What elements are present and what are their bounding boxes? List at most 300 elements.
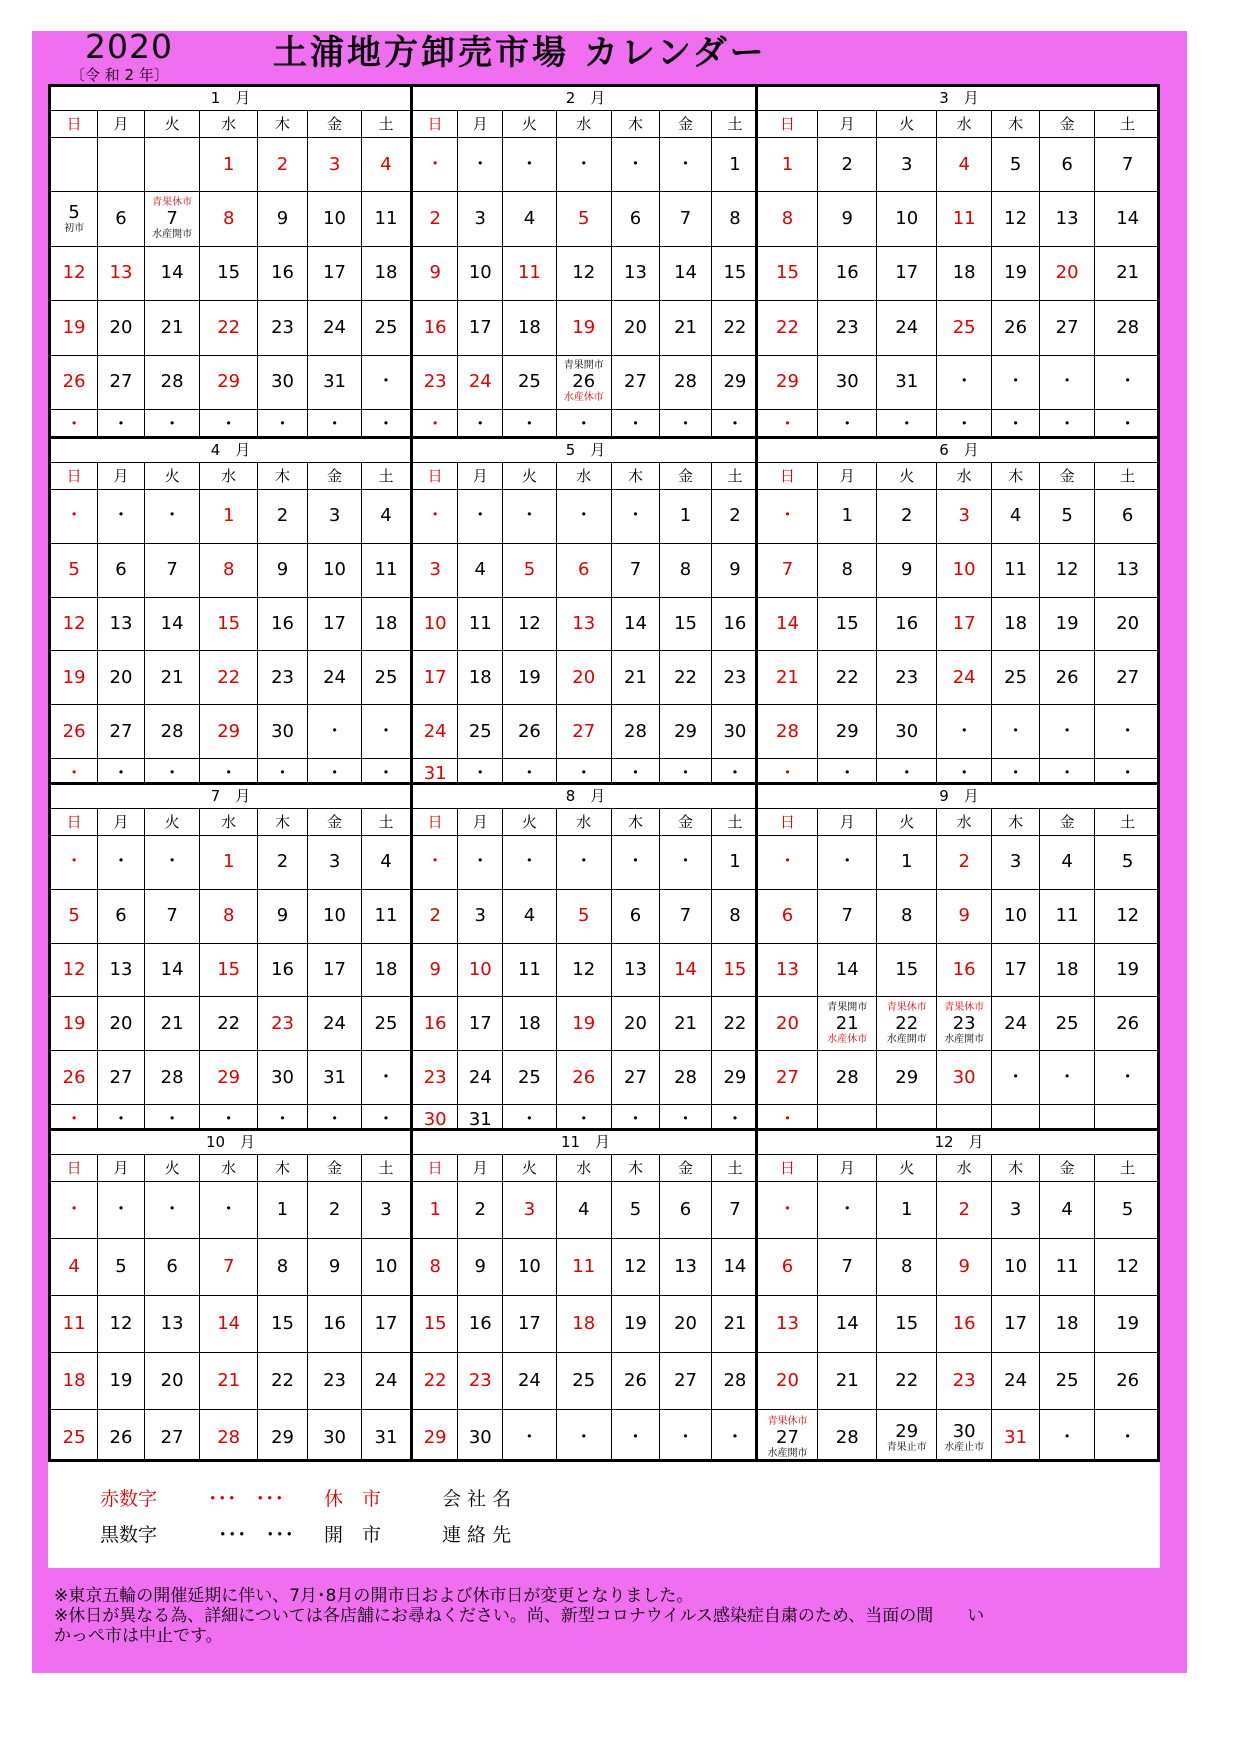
day-cell xyxy=(1039,597,1094,651)
day-number: 3 xyxy=(474,905,486,927)
day-cell xyxy=(144,1353,200,1410)
day-cell xyxy=(1095,1353,1160,1410)
month-table xyxy=(413,111,758,436)
day-number: ･ xyxy=(630,153,640,175)
day-number: 13 xyxy=(1055,208,1079,230)
day-cell xyxy=(51,836,98,890)
day-cell xyxy=(877,301,936,355)
day-number: 3 xyxy=(328,851,341,873)
day-number: 7 xyxy=(166,208,178,230)
calendar-grid xyxy=(48,84,1160,1462)
day-cell xyxy=(556,138,611,192)
day-cell xyxy=(144,705,200,759)
day-number: 12 xyxy=(1116,905,1140,927)
day-number: 18 xyxy=(1004,612,1028,634)
week-row xyxy=(51,1182,410,1239)
day-number: ･ xyxy=(579,851,589,873)
day-number: 20 xyxy=(109,1012,133,1034)
weekday-header: 火 xyxy=(877,809,936,836)
day-number: 1 xyxy=(222,153,235,175)
weekday-header: 木 xyxy=(611,1155,659,1182)
weekday-header: 水 xyxy=(936,463,991,490)
day-cell xyxy=(936,138,991,192)
day-cell xyxy=(711,1296,758,1353)
day-number: 19 xyxy=(1055,612,1079,634)
day-cell xyxy=(877,1296,936,1353)
day-number: 7 xyxy=(679,905,692,927)
day-cell xyxy=(503,836,556,890)
week-row xyxy=(51,1353,410,1410)
day-number: 31 xyxy=(374,1427,398,1448)
day-cell xyxy=(877,192,936,246)
day-number: 15 xyxy=(776,262,799,284)
weekday-header: 木 xyxy=(611,463,659,490)
day-number: 16 xyxy=(952,1313,976,1334)
day-cell xyxy=(611,138,659,192)
day-cell xyxy=(361,301,410,355)
day-number: 5 xyxy=(578,905,590,927)
legend-black-label: 黒数字 xyxy=(100,1524,158,1546)
day-number: 22 xyxy=(217,1012,241,1034)
day-number: ･ xyxy=(116,414,126,436)
week-row xyxy=(413,138,758,192)
weekday-header: 木 xyxy=(611,111,659,138)
day-number: ･ xyxy=(579,153,589,175)
day-number: 20 xyxy=(776,1370,799,1391)
week-row xyxy=(758,138,1160,192)
day-number: 22 xyxy=(895,1012,919,1034)
week-row xyxy=(413,943,758,997)
day-number: 22 xyxy=(217,316,241,338)
day-number: ･ xyxy=(782,1109,792,1131)
day-number: ･ xyxy=(1123,763,1133,785)
day-cell xyxy=(1095,1296,1160,1353)
month-block xyxy=(755,1128,1160,1462)
day-number: 5 xyxy=(578,208,590,230)
week-row xyxy=(413,409,758,436)
day-number: ･ xyxy=(630,1109,640,1131)
day-number: ･ xyxy=(630,763,640,785)
day-cell xyxy=(556,301,611,355)
day-number: 20 xyxy=(776,1012,799,1034)
weekday-header: 木 xyxy=(257,809,307,836)
day-number: 18 xyxy=(952,262,976,284)
day-cell xyxy=(556,409,611,436)
day-cell xyxy=(711,301,758,355)
day-number: ･ xyxy=(1062,763,1072,785)
day-number: 23 xyxy=(723,666,747,688)
day-cell xyxy=(758,1296,817,1353)
day-number: 1 xyxy=(781,153,794,175)
day-number: 1 xyxy=(729,851,741,873)
market-note: 初市 xyxy=(64,223,85,235)
day-cell xyxy=(361,409,410,436)
day-cell xyxy=(936,355,991,409)
day-number: ･ xyxy=(681,1109,691,1131)
day-cell xyxy=(413,997,458,1051)
day-cell xyxy=(1095,836,1160,890)
day-cell xyxy=(556,490,611,544)
weekday-header: 火 xyxy=(877,111,936,138)
day-cell xyxy=(877,943,936,997)
day-cell xyxy=(877,543,936,597)
day-number: ･ xyxy=(842,851,852,873)
day-cell xyxy=(458,301,503,355)
day-number: 29 xyxy=(674,720,697,742)
week-row xyxy=(413,889,758,943)
day-cell xyxy=(556,1051,611,1105)
day-cell xyxy=(611,1239,659,1296)
day-number: 5 xyxy=(1061,505,1073,527)
day-number: 15 xyxy=(271,1313,294,1334)
day-number: 11 xyxy=(1055,905,1079,927)
day-number: 27 xyxy=(160,1427,184,1448)
day-cell xyxy=(361,1353,410,1410)
day-cell xyxy=(503,705,556,759)
day-cell xyxy=(992,1239,1039,1296)
day-number: 17 xyxy=(1004,1313,1028,1334)
day-cell xyxy=(308,301,362,355)
day-number: ･ xyxy=(1123,414,1133,436)
day-cell xyxy=(257,705,307,759)
day-cell xyxy=(611,1182,659,1239)
day-cell xyxy=(503,1182,556,1239)
day-cell xyxy=(611,1296,659,1353)
day-cell xyxy=(1039,1182,1094,1239)
weekday-header: 水 xyxy=(556,1155,611,1182)
day-number: 29 xyxy=(217,371,241,393)
day-cell xyxy=(98,1353,145,1410)
day-cell xyxy=(611,490,659,544)
day-cell xyxy=(257,836,307,890)
day-number: 28 xyxy=(217,1427,241,1448)
day-number: 1 xyxy=(900,1199,913,1220)
day-cell xyxy=(51,1051,98,1105)
day-number: 27 xyxy=(109,1066,133,1088)
day-number: 9 xyxy=(958,1256,970,1277)
day-cell xyxy=(144,889,200,943)
day-cell xyxy=(257,138,307,192)
day-number: 21 xyxy=(835,1012,859,1034)
day-cell xyxy=(458,1296,503,1353)
day-number: 10 xyxy=(1004,1256,1028,1277)
day-cell xyxy=(877,1410,936,1463)
day-number: 28 xyxy=(723,1370,747,1391)
week-row xyxy=(758,1239,1160,1296)
month-label: 6 月 xyxy=(758,439,1160,463)
weekday-header: 水 xyxy=(936,111,991,138)
weekday-header: 水 xyxy=(936,809,991,836)
day-cell xyxy=(51,597,98,651)
day-number: 12 xyxy=(1004,208,1028,230)
day-cell xyxy=(556,997,611,1051)
day-cell xyxy=(877,597,936,651)
day-number: ･ xyxy=(69,505,79,527)
day-number: 2 xyxy=(900,505,913,527)
day-number: 26 xyxy=(1116,1370,1140,1391)
day-number: 3 xyxy=(523,1199,536,1220)
day-number: 12 xyxy=(624,1256,647,1277)
day-cell xyxy=(51,246,98,300)
day-number: ･ xyxy=(579,1427,589,1448)
day-number: 7 xyxy=(679,208,692,230)
day-number: 11 xyxy=(1004,559,1028,581)
weekday-header: 日 xyxy=(758,809,817,836)
day-number: ･ xyxy=(167,851,177,873)
day-cell xyxy=(98,997,145,1051)
day-cell xyxy=(308,997,362,1051)
day-cell xyxy=(711,997,758,1051)
day-cell xyxy=(200,192,257,246)
week-row xyxy=(51,490,410,544)
month-block xyxy=(51,436,410,785)
weekday-header: 水 xyxy=(200,111,257,138)
day-number: 23 xyxy=(835,316,859,338)
day-number: 9 xyxy=(276,905,289,927)
day-cell xyxy=(711,1239,758,1296)
day-number: 7 xyxy=(841,905,853,927)
day-cell xyxy=(936,943,991,997)
day-number: 3 xyxy=(429,559,441,581)
day-cell xyxy=(611,836,659,890)
day-number: 28 xyxy=(160,1066,184,1088)
month-table xyxy=(413,463,758,785)
day-cell xyxy=(257,1239,307,1296)
legend xyxy=(48,1462,1160,1568)
day-number: 29 xyxy=(217,1066,241,1088)
day-cell xyxy=(257,997,307,1051)
day-number: 16 xyxy=(952,958,976,980)
day-number: ･ xyxy=(681,763,691,785)
month-table xyxy=(51,111,410,436)
day-cell xyxy=(660,543,712,597)
day-cell xyxy=(308,1051,362,1105)
day-number: 17 xyxy=(468,316,492,338)
day-number: 2 xyxy=(276,851,289,873)
day-cell xyxy=(817,543,876,597)
day-cell xyxy=(992,301,1039,355)
weekday-header: 金 xyxy=(1039,1155,1094,1182)
day-cell xyxy=(992,997,1039,1051)
weekday-header: 日 xyxy=(758,463,817,490)
day-number: 26 xyxy=(62,371,86,393)
day-number: 14 xyxy=(160,612,184,634)
weekday-header: 金 xyxy=(660,463,712,490)
week-row xyxy=(758,836,1160,890)
day-cell xyxy=(200,889,257,943)
day-number: 29 xyxy=(835,720,859,742)
day-cell xyxy=(503,597,556,651)
day-number: 9 xyxy=(328,1256,341,1277)
market-note: 水産休市 xyxy=(827,1033,868,1045)
week-row xyxy=(758,1353,1160,1410)
day-number: 4 xyxy=(380,851,392,873)
day-number: 16 xyxy=(271,612,294,634)
day-number: 23 xyxy=(271,316,294,338)
day-number: 1 xyxy=(900,851,913,873)
day-cell xyxy=(1039,1410,1094,1463)
day-number: 13 xyxy=(109,262,133,284)
day-number: 15 xyxy=(217,262,241,284)
legend-black-meaning: 開 市 xyxy=(324,1524,382,1546)
day-number: 17 xyxy=(895,262,919,284)
day-cell xyxy=(877,997,936,1051)
day-cell xyxy=(556,836,611,890)
day-number: 6 xyxy=(679,1199,692,1220)
week-row xyxy=(758,409,1160,436)
day-number: 27 xyxy=(674,1370,697,1391)
day-number: 11 xyxy=(468,612,492,634)
day-number: ･ xyxy=(1011,763,1021,785)
day-cell xyxy=(1039,246,1094,300)
day-cell xyxy=(611,705,659,759)
day-number: ･ xyxy=(1011,371,1021,393)
day-cell xyxy=(992,1353,1039,1410)
week-row xyxy=(51,705,410,759)
weekday-header: 土 xyxy=(711,809,758,836)
day-number: 8 xyxy=(276,1256,289,1277)
day-cell xyxy=(361,1410,410,1463)
day-number: 28 xyxy=(835,1427,859,1448)
day-cell xyxy=(936,543,991,597)
day-cell xyxy=(1039,543,1094,597)
day-cell xyxy=(1095,192,1160,246)
week-row xyxy=(758,192,1160,246)
day-cell xyxy=(503,1239,556,1296)
day-cell xyxy=(660,997,712,1051)
day-number: 13 xyxy=(109,612,133,634)
day-cell xyxy=(936,1296,991,1353)
day-number: 25 xyxy=(374,666,398,688)
day-cell xyxy=(758,192,817,246)
day-number: 19 xyxy=(1116,958,1140,980)
week-row xyxy=(758,490,1160,544)
day-number: ･ xyxy=(475,414,485,436)
day-cell xyxy=(817,409,876,436)
day-number: 21 xyxy=(217,1370,241,1391)
day-number: 29 xyxy=(423,1427,447,1448)
day-cell xyxy=(51,997,98,1051)
day-number: 12 xyxy=(62,262,86,284)
day-cell xyxy=(1095,997,1160,1051)
weekday-header: 金 xyxy=(660,1155,712,1182)
day-cell xyxy=(458,836,503,890)
day-cell xyxy=(817,355,876,409)
day-cell xyxy=(556,889,611,943)
day-cell xyxy=(992,889,1039,943)
day-cell xyxy=(308,1239,362,1296)
day-number: 17 xyxy=(517,1313,541,1334)
day-cell xyxy=(660,1353,712,1410)
day-number: 16 xyxy=(895,612,919,634)
day-cell xyxy=(98,1239,145,1296)
day-cell xyxy=(660,355,712,409)
day-number: ･ xyxy=(1123,1066,1133,1088)
day-cell xyxy=(660,1239,712,1296)
day-cell xyxy=(1095,409,1160,436)
day-number: ･ xyxy=(782,505,792,527)
day-cell xyxy=(1039,1239,1094,1296)
day-number: 15 xyxy=(423,1313,447,1334)
day-number: 25 xyxy=(952,316,976,338)
day-cell xyxy=(413,301,458,355)
day-number: 11 xyxy=(374,208,398,230)
day-number: 1 xyxy=(276,1199,289,1220)
day-cell xyxy=(992,355,1039,409)
month-block xyxy=(410,782,758,1131)
day-number: 14 xyxy=(776,612,799,634)
day-number: ･ xyxy=(730,1109,740,1131)
month-table xyxy=(413,1155,758,1462)
day-number: 8 xyxy=(222,559,235,581)
day-number: 26 xyxy=(517,720,541,742)
day-cell xyxy=(992,836,1039,890)
week-row xyxy=(758,943,1160,997)
week-row xyxy=(51,192,410,246)
day-number: 8 xyxy=(900,905,913,927)
day-number: 10 xyxy=(423,612,447,634)
month-label: 12 月 xyxy=(758,1131,1160,1155)
week-row xyxy=(413,997,758,1051)
day-number: 27 xyxy=(776,1066,799,1088)
day-cell xyxy=(1039,138,1094,192)
day-number: 27 xyxy=(572,720,596,742)
day-cell xyxy=(936,597,991,651)
day-number: 12 xyxy=(572,262,596,284)
day-number: ･ xyxy=(730,763,740,785)
day-number: ･ xyxy=(430,153,440,175)
weekday-header: 水 xyxy=(200,463,257,490)
day-number: 25 xyxy=(517,371,541,393)
day-cell xyxy=(200,1182,257,1239)
month-label: 5 月 xyxy=(413,439,758,463)
day-number: 4 xyxy=(958,153,970,175)
day-cell xyxy=(877,138,936,192)
day-number: 1 xyxy=(841,505,853,527)
day-number: 25 xyxy=(62,1427,86,1448)
day-cell xyxy=(711,138,758,192)
day-number: 4 xyxy=(1009,505,1022,527)
day-number: 18 xyxy=(374,612,398,634)
day-cell xyxy=(144,409,200,436)
day-number: ･ xyxy=(224,1199,234,1220)
day-number: 2 xyxy=(841,153,853,175)
day-number: ･ xyxy=(630,851,640,873)
day-cell xyxy=(556,1239,611,1296)
day-number: 30 xyxy=(952,1421,976,1442)
day-number: ･ xyxy=(1011,414,1021,436)
weekday-header: 土 xyxy=(1095,1155,1160,1182)
weekday-header: 火 xyxy=(503,111,556,138)
day-cell xyxy=(503,1051,556,1105)
day-cell xyxy=(1095,1182,1160,1239)
day-cell xyxy=(556,651,611,705)
day-number: 4 xyxy=(380,505,392,527)
day-number: 5 xyxy=(68,905,80,927)
weekday-header: 金 xyxy=(1039,111,1094,138)
day-number: ･ xyxy=(69,1109,79,1131)
day-number: ･ xyxy=(1123,371,1133,393)
day-number: 25 xyxy=(517,1066,541,1088)
footnote-line: かっぺ市は中止です。 xyxy=(54,1626,223,1646)
day-number: 19 xyxy=(1004,262,1028,284)
weekday-header: 火 xyxy=(877,463,936,490)
day-number: 14 xyxy=(160,958,184,980)
day-number: ･ xyxy=(167,414,177,436)
day-number: 5 xyxy=(115,1256,127,1277)
day-number: 5 xyxy=(68,202,80,224)
month-table xyxy=(51,1155,410,1462)
